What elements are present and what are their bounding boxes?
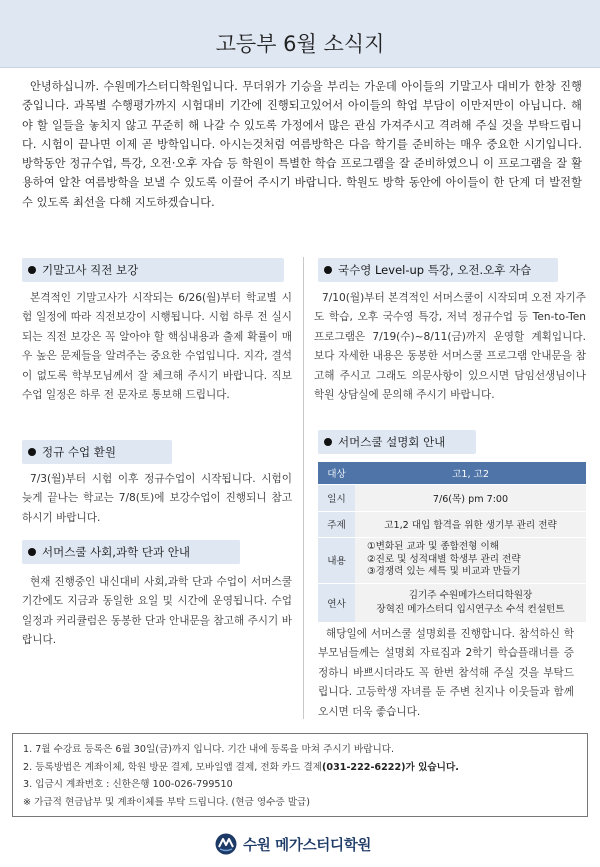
table-value-target: 고1, 고2 xyxy=(355,462,586,484)
speaker-line: 장혁진 메가스터디 입시연구소 수석 컨설턴트 xyxy=(376,603,565,615)
info-session-table xyxy=(318,462,586,623)
table-row xyxy=(318,511,586,537)
notice-line-4: ※ 가급적 현금납부 및 계좌이체를 부탁 드립니다. (현금 영수증 발급) xyxy=(23,796,310,808)
section-title: 서머스쿨 설명회 안내 xyxy=(338,435,446,449)
notice-line-2-text: 2. 등록방법은 계좌이체, 학원 방문 결제, 모바일앱 결제, 전화 카드 결제 xyxy=(23,761,323,773)
speaker-line: 김기주 수원메가스터디학원장 xyxy=(408,589,533,601)
phone-number: (031-222-6222) xyxy=(322,761,406,773)
section-title: 서머스쿨 사회,과학 단과 안내 xyxy=(42,545,190,559)
section-heading-final-exam xyxy=(22,258,284,282)
table-value-speaker xyxy=(355,583,586,622)
section-heading-regular-class xyxy=(22,440,172,464)
megastudy-logo-icon xyxy=(215,833,237,855)
section-body-final-exam: 본격적인 기말고사가 시작되는 6/26(월)부터 학교별 시험 일정에 따라 직전보강이 시행됩니다. 시험 하루 전 실시되는 직전 보강은 꼭 알아야 할 핵심내용과 출제 확률이 매우 높은 문제들을 알려주는 중요한 수업입니다. 지각, 결석이 없도록 학부모님께서 잘 체크해 주시기 바랍니다. 직보 수업 일정은 하루 전 문자로 통보해 드립니다. xyxy=(22,292,292,402)
table-label-target: 대상 xyxy=(318,462,355,484)
notice-line-1: 1. 7월 수강료 등록은 6월 30일(금)까지 입니다. 기간 내에 등록을 마쳐 주시기 바랍니다. xyxy=(23,744,395,755)
section-body-info-session: 해당일에 서머스쿨 설명회를 진행합니다. 참석하신 학부모님들께는 설명회 자료집과 2학기 학습플래너를 증정하니 바쁘시더라도 꼭 한번 참석해 주실 것을 부탁드립니다. 고등학생 자녀를 둔 주변 친지나 이웃들과 함께 오시면 더욱 좋습니다. xyxy=(318,628,574,718)
bullet-icon xyxy=(28,448,36,456)
table-row xyxy=(318,583,586,622)
section-heading-levelup xyxy=(318,258,558,282)
table-row xyxy=(318,537,586,583)
table-label-date: 일시 xyxy=(318,484,355,511)
section-heading-summer-social-science xyxy=(22,540,240,564)
notice-line-3: 3. 입금시 계좌번호 : 신한은행 100-026-799510 xyxy=(23,779,233,791)
page-title: 고등부 6월 소식지 xyxy=(215,32,385,56)
notice-box xyxy=(12,733,588,817)
table-label-theme: 주제 xyxy=(318,511,355,537)
bullet-icon xyxy=(28,266,36,274)
section-title: 정규 수업 환원 xyxy=(42,445,116,459)
notice-line-2-suffix: 가 있습니다. xyxy=(405,761,459,773)
table-value-date: 7/6(목) pm 7:00 xyxy=(355,484,586,511)
intro-paragraph: 안녕하십니까. 수원메가스터디학원입니다. 무더위가 기승을 부리는 가운데 아이들의 기말고사 대비가 한창 진행 중입니다. 과목별 수행평가까지 시험대비 기간에 진행되고있어서 아이들의 학업 부담이 이만저만이 아닙니다. 해야 할 일들을 놓치지 않고 꾸준히 해 나갈 수 있도록 가정에서 많은 관심 가져주시고 격려해 주실 것을 부탁드립니다. 시험이 끝나면 이제 곧 방학입니다. 아시는것처럼 여름방학은 다음 학기를 준비하는 매우 중요한 시기입니다. 방학동안 정규수업, 특강, 오전·오후 자습 등 학원이 특별한 학습 프로그램을 잘 준비하였으니 이 프로그램을 잘 활용하여 알찬 여름방학을 보낼 수 있도록 이끌어 주시기 바랍니다. 학원도 방학 동안에 아이들이 한 단계 더 발전할 수 있도록 최선을 다해 지도하겠습니다. xyxy=(22,80,582,209)
table-label-content: 내용 xyxy=(318,537,355,583)
logo-text: 수원 메가스터디학원 xyxy=(243,837,372,854)
table-value-theme: 고1,2 대입 합격을 위한 생기부 관리 전략 xyxy=(355,511,586,537)
section-title: 기말고사 직전 보강 xyxy=(42,263,139,277)
column-divider xyxy=(303,257,304,719)
content-item: ②진로 및 성적대별 학생부 관리 전략 xyxy=(367,553,521,565)
section-heading-info-session xyxy=(318,430,476,454)
table-label-speaker: 연사 xyxy=(318,583,355,622)
footer-logo xyxy=(215,833,371,855)
bullet-icon xyxy=(324,438,332,446)
section-body-regular-class: 7/3(월)부터 시험 이후 정규수업이 시작됩니다. 시험이 늦게 끝나는 학교는 7/8(토)에 보강수업이 진행되니 참고하시기 바랍니다. xyxy=(22,473,292,524)
section-body-summer-social-science: 현재 진행중인 내신대비 사회,과학 단과 수업이 서머스쿨 기간에도 지금과 동일한 요일 및 시간에 운영됩니다. 수업일정과 커리큘럼은 동봉한 단과 안내문을 참고해 주시기 바랍니다. xyxy=(22,576,292,647)
section-body-levelup: 7/10(월)부터 본격적인 서머스쿨이 시작되며 오전 자기주도 학습, 오후 국수영 특강, 저녁 정규수업 등 Ten-to-Ten 프로그램은 7/19(수)~8/11(금)까지 운영할 계획입니다. 보다 자세한 내용은 동봉한 서머스쿨 프로그램 안내문을 참고해 주시고 그래도 의문사항이 있으시면 담임선생님이나 학원 상담실에 문의해 주시기 바랍니다. xyxy=(314,292,586,402)
bullet-icon xyxy=(28,548,36,556)
content-item: ③경쟁력 있는 세특 및 비교과 만들기 xyxy=(367,566,521,578)
table-row xyxy=(318,484,586,511)
section-title: 국수영 Level-up 특강, 오전.오후 자습 xyxy=(338,263,532,277)
content-item: ①변화된 교과 및 종합전형 이해 xyxy=(367,541,500,553)
table-value-content xyxy=(355,537,586,583)
bullet-icon xyxy=(324,266,332,274)
table-row xyxy=(318,462,586,484)
notice-line-2 xyxy=(23,759,577,777)
